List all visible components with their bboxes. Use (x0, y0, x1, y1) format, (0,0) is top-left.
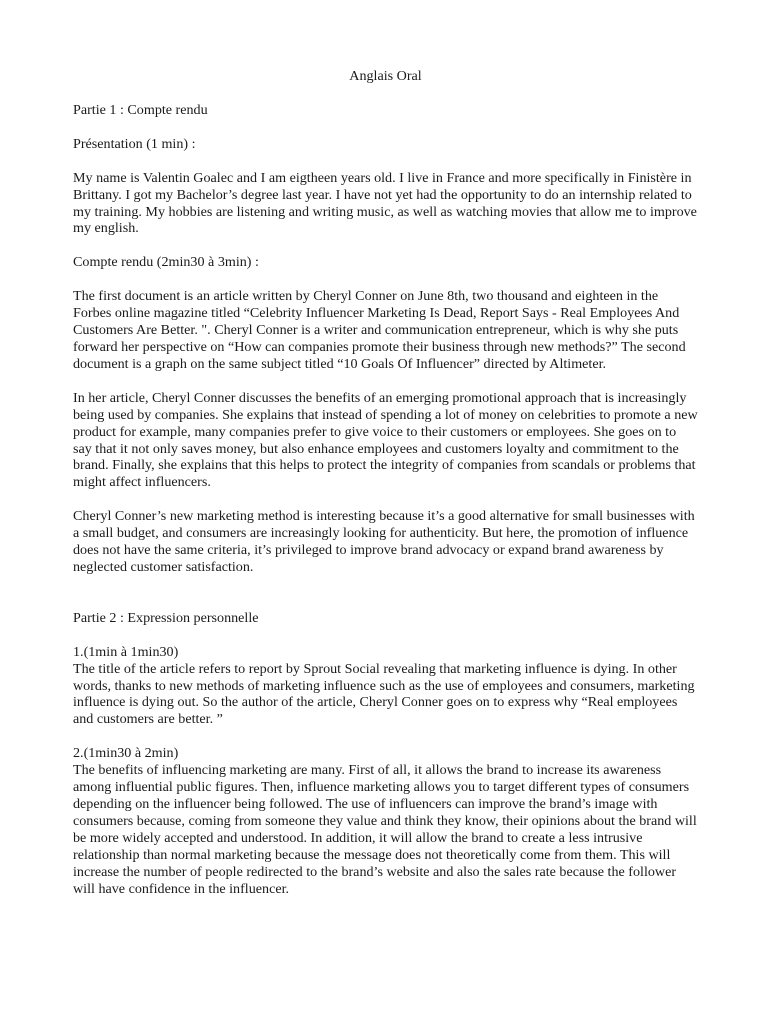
compte-rendu-paragraph-2: In her article, Cheryl Conner discusses the benefits of an emerging promotional approach that is increasingly being used by companies. She explains that instead of spending a lot of money on celebrities to promote a new product for example, many companies prefer to give voice to their customers or employees. She goes on to say that it not only saves money, but also enhance employees and customers loyalty and commitment to the brand. Finally, she explains that this helps to protect the integrity of companies from scandals or problems that might affect influencers. (73, 389, 698, 491)
presentation-paragraph: My name is Valentin Goalec and I am eigtheen years old. I live in France and more specifically in Finistère in Brittany. I got my Bachelor’s degree last year. I have not yet had the opportunity to do an internship related to my training. My hobbies are listening and writing music, as well as watching movies that allow me to improve my english. (73, 169, 697, 237)
compte-rendu-paragraph-3: Cheryl Conner’s new marketing method is interesting because it’s a good alternative for small businesses with a small budget, and consumers are increasingly looking for authenticity. But here, the promotion of influence does not have the same criteria, it’s privileged to improve brand advocacy or expand brand awareness by neglected customer satisfaction. (73, 508, 695, 575)
presentation-heading: Présentation (1 min) : (73, 135, 196, 152)
question-1-paragraph: The title of the article refers to report by Sprout Social revealing that marketing influence is dying. In other words, thanks to new methods of marketing influence such as the use of employees and consumers, marketing influence is dying out. So the author of the article, Cheryl Conner goes on to express why “Real employees and customers are better. ” (73, 660, 695, 728)
compte-rendu-heading: Compte rendu (2min30 à 3min) : (73, 254, 259, 271)
part1-heading: Partie 1 : Compte rendu (73, 101, 208, 118)
question-2-paragraph: The benefits of influencing marketing are many. First of all, it allows the brand to increase its awareness among influential public figures. Then, influence marketing allows you to target different types of consumers depending on the influencer being followed. The use of influencers can improve the brand’s image with consumers because, coming from someone they value and think they know, their opinions about the brand will be more widely accepted and understood. In addition, it will allow the brand to create a less intrusive relationship than normal marketing because the message does not theoretically come from them. This will increase the number of people redirected to the brand’s website and also the sales rate because the follower will have confidence in the influencer. (73, 762, 697, 897)
document-page (73, 68, 698, 914)
question-1-heading: 1.(1min à 1min30) (73, 643, 179, 660)
question-2-heading: 2.(1min30 à 2min) (73, 745, 179, 762)
compte-rendu-paragraph-1: The first document is an article written by Cheryl Conner on June 8th, two thousand and eighteen in the Forbes online magazine titled “Celebrity Influencer Marketing Is Dead, Report Says - Real Employees And Customers Are Better. ". Cheryl Conner is a writer and communication entrepreneur, which is why she puts forward her perspective on “How can companies promote their business through new methods?” The second document is a graph on the same subject titled “10 Goals Of Influencer” directed by Altimeter. (73, 288, 686, 372)
document-title: Anglais Oral (349, 68, 422, 84)
part2-heading: Partie 2 : Expression personnelle (73, 609, 259, 626)
